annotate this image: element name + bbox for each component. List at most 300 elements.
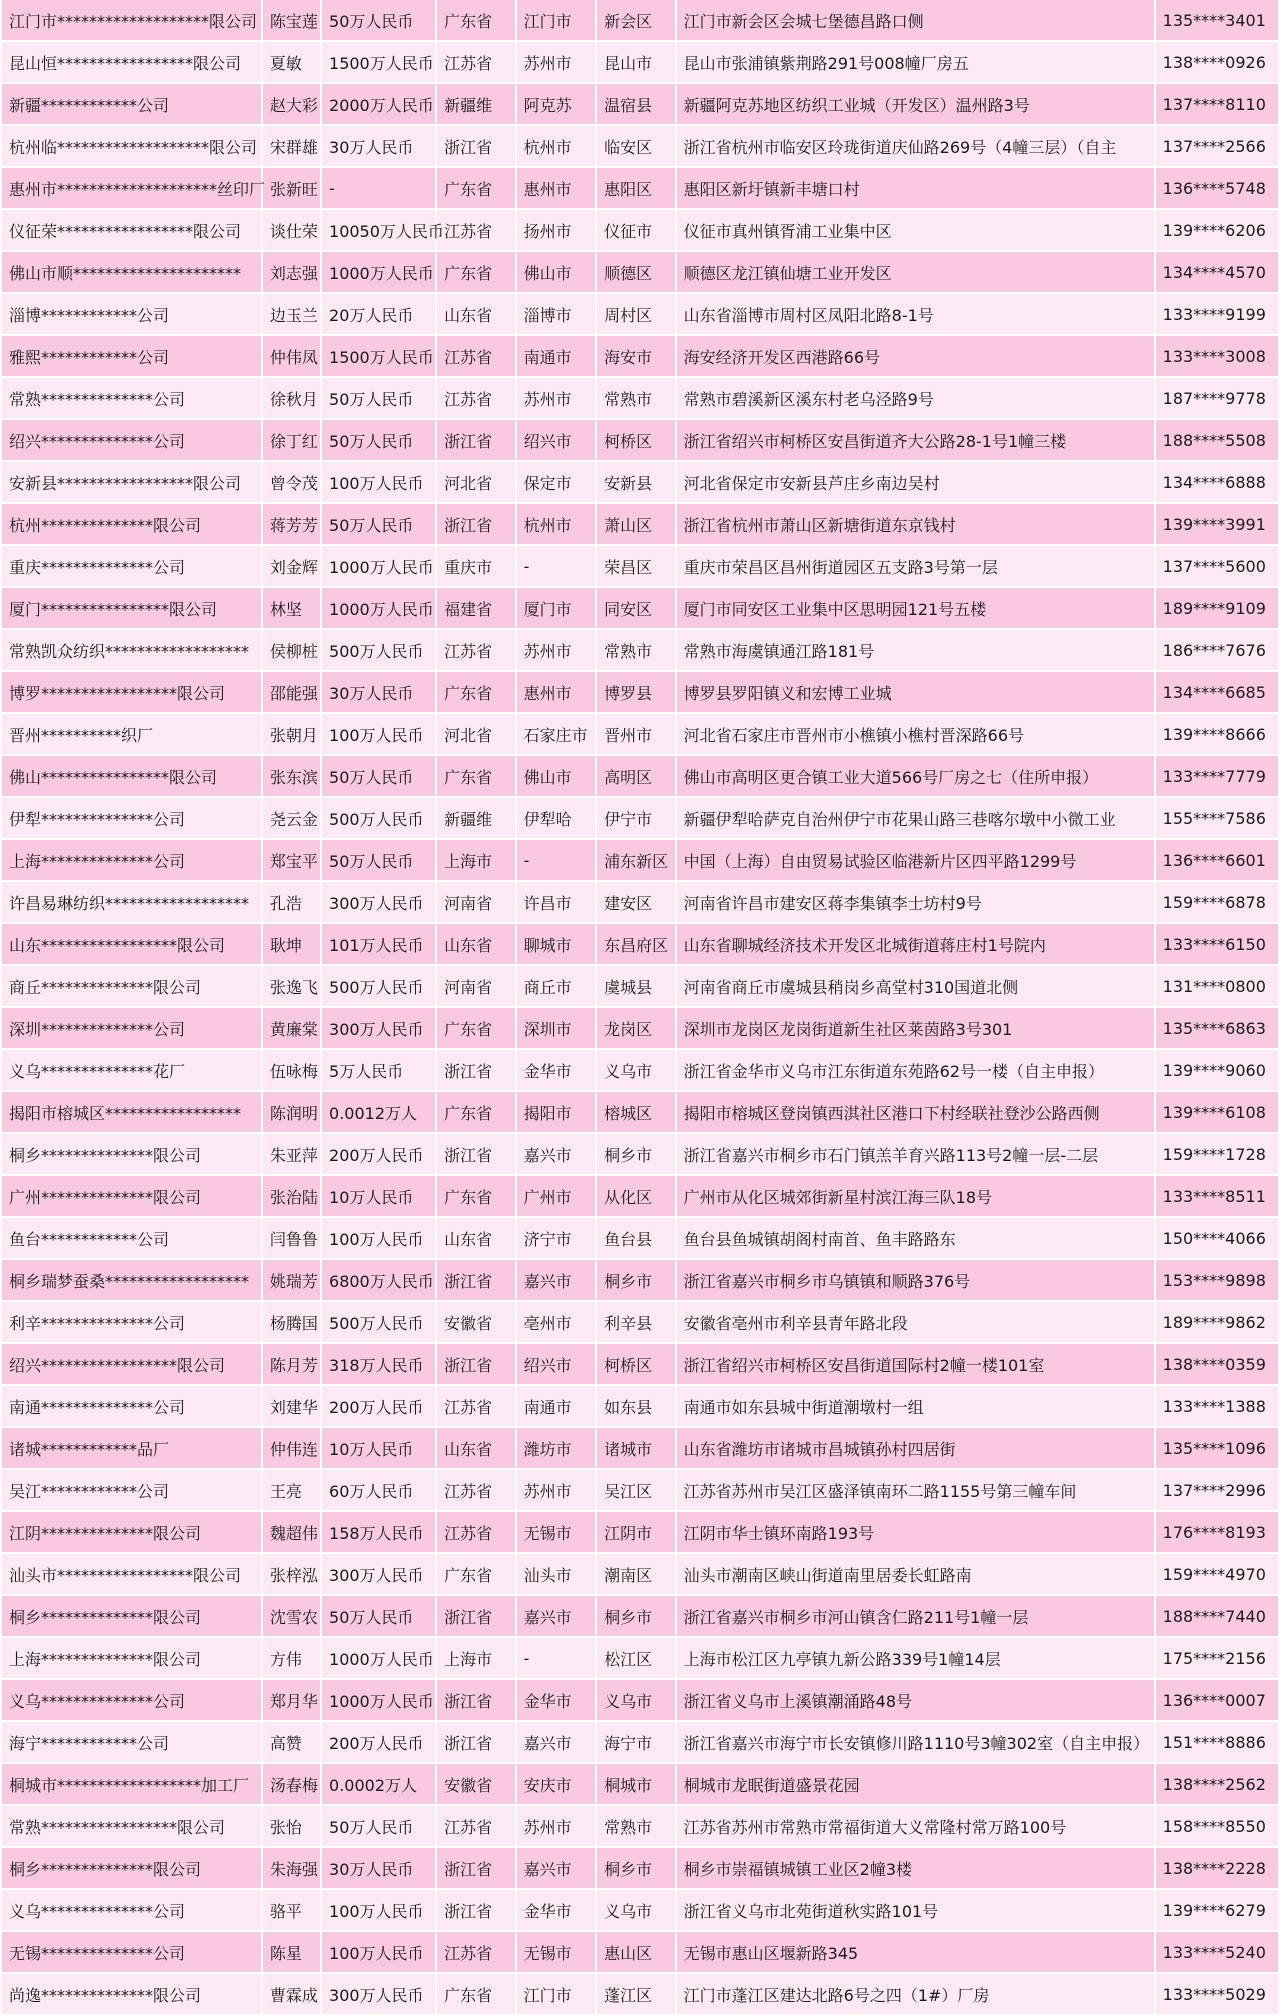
district-cell: 桐乡市 bbox=[597, 1848, 676, 1890]
city-cell: 苏州市 bbox=[517, 1470, 598, 1512]
table-row bbox=[2, 462, 1278, 504]
contact-name-cell: 仲伟连 bbox=[263, 1428, 322, 1470]
company-name-cell: 安新县*****************限公司 bbox=[2, 462, 263, 504]
company-name-cell: 义乌**************公司 bbox=[2, 1680, 263, 1722]
contact-name-cell: 边玉兰 bbox=[263, 294, 322, 336]
province-cell: 河北省 bbox=[437, 462, 516, 504]
company-name-cell: 海宁************公司 bbox=[2, 1722, 263, 1764]
province-cell: 重庆市 bbox=[437, 546, 516, 588]
address-cell: 浙江省金华市义乌市江东街道东苑路62号一楼（自主申报） bbox=[677, 1050, 1156, 1092]
registered-capital-cell: 500万人民币 bbox=[322, 630, 437, 672]
address-cell: 河北省保定市安新县芦庄乡南边吴村 bbox=[677, 462, 1156, 504]
contact-name-cell: 张逸飞 bbox=[263, 966, 322, 1008]
phone-cell: 176****8193 bbox=[1156, 1512, 1278, 1554]
city-cell: 伊犁哈 bbox=[517, 798, 598, 840]
registered-capital-cell: 60万人民币 bbox=[322, 1470, 437, 1512]
phone-cell: 136****5748 bbox=[1156, 168, 1278, 210]
district-cell: 荣昌区 bbox=[597, 546, 676, 588]
province-cell: 浙江省 bbox=[437, 1890, 516, 1932]
province-cell: 浙江省 bbox=[437, 1848, 516, 1890]
city-cell: 佛山市 bbox=[517, 252, 598, 294]
city-cell: 苏州市 bbox=[517, 378, 598, 420]
company-name-cell: 诸城************品厂 bbox=[2, 1428, 263, 1470]
contact-name-cell: 张怡 bbox=[263, 1806, 322, 1848]
phone-cell: 135****3401 bbox=[1156, 0, 1278, 42]
company-name-cell: 佛山市顺********************* bbox=[2, 252, 263, 294]
district-cell: 浦东新区 bbox=[597, 840, 676, 882]
city-cell: 聊城市 bbox=[517, 924, 598, 966]
address-cell: 浙江省杭州市萧山区新塘街道东京钱村 bbox=[677, 504, 1156, 546]
address-cell: 惠阳区新圩镇新丰塘口村 bbox=[677, 168, 1156, 210]
address-cell: 常熟市碧溪新区溪东村老乌泾路9号 bbox=[677, 378, 1156, 420]
company-name-cell: 上海**************公司 bbox=[2, 840, 263, 882]
city-cell: 苏州市 bbox=[517, 1806, 598, 1848]
district-cell: 常熟市 bbox=[597, 378, 676, 420]
province-cell: 广东省 bbox=[437, 1008, 516, 1050]
table-row bbox=[2, 210, 1278, 252]
contact-name-cell: 魏超伟 bbox=[263, 1512, 322, 1554]
registered-capital-cell: 50万人民币 bbox=[322, 0, 437, 42]
table-row bbox=[2, 1176, 1278, 1218]
province-cell: 安徽省 bbox=[437, 1302, 516, 1344]
contact-name-cell: 王亮 bbox=[263, 1470, 322, 1512]
province-cell: 广东省 bbox=[437, 1092, 516, 1134]
district-cell: 利辛县 bbox=[597, 1302, 676, 1344]
contact-name-cell: 郑月华 bbox=[263, 1680, 322, 1722]
province-cell: 江苏省 bbox=[437, 1512, 516, 1554]
company-name-cell: 惠州市********************丝印厂 bbox=[2, 168, 263, 210]
city-cell: 绍兴市 bbox=[517, 420, 598, 462]
phone-cell: 158****8550 bbox=[1156, 1806, 1278, 1848]
address-cell: 山东省聊城经济技术开发区北城街道蒋庄村1号院内 bbox=[677, 924, 1156, 966]
province-cell: 江苏省 bbox=[437, 42, 516, 84]
phone-cell: 139****9060 bbox=[1156, 1050, 1278, 1092]
table-row bbox=[2, 1764, 1278, 1806]
province-cell: 江苏省 bbox=[437, 378, 516, 420]
district-cell: 桐乡市 bbox=[597, 1260, 676, 1302]
address-cell: 厦门市同安区工业集中区思明园121号五楼 bbox=[677, 588, 1156, 630]
company-name-cell: 昆山恒*****************限公司 bbox=[2, 42, 263, 84]
registered-capital-cell: 300万人民币 bbox=[322, 1008, 437, 1050]
city-cell: 金华市 bbox=[517, 1680, 598, 1722]
city-cell: 江门市 bbox=[517, 0, 598, 42]
contact-name-cell: 曾令茂 bbox=[263, 462, 322, 504]
phone-cell: 188****5508 bbox=[1156, 420, 1278, 462]
province-cell: 江苏省 bbox=[437, 1386, 516, 1428]
contact-name-cell: 蒋芳芳 bbox=[263, 504, 322, 546]
city-cell: 嘉兴市 bbox=[517, 1596, 598, 1638]
district-cell: 博罗县 bbox=[597, 672, 676, 714]
table-row bbox=[2, 504, 1278, 546]
company-name-cell: 许昌易琳纺织****************** bbox=[2, 882, 263, 924]
address-cell: 常熟市海虞镇通江路181号 bbox=[677, 630, 1156, 672]
registered-capital-cell: 100万人民币 bbox=[322, 1218, 437, 1260]
province-cell: 广东省 bbox=[437, 168, 516, 210]
district-cell: 海宁市 bbox=[597, 1722, 676, 1764]
contact-name-cell: 方伟 bbox=[263, 1638, 322, 1680]
province-cell: 河南省 bbox=[437, 882, 516, 924]
province-cell: 浙江省 bbox=[437, 1680, 516, 1722]
phone-cell: 189****9109 bbox=[1156, 588, 1278, 630]
province-cell: 广东省 bbox=[437, 252, 516, 294]
registered-capital-cell: 100万人民币 bbox=[322, 462, 437, 504]
company-name-cell: 义乌**************公司 bbox=[2, 1890, 263, 1932]
address-cell: 河南省许昌市建安区蒋李集镇李士坊村9号 bbox=[677, 882, 1156, 924]
company-name-cell: 杭州**************限公司 bbox=[2, 504, 263, 546]
address-cell: 江门市蓬江区建达北路6号之四（1#）厂房 bbox=[677, 1974, 1156, 2016]
table-row bbox=[2, 84, 1278, 126]
city-cell: 厦门市 bbox=[517, 588, 598, 630]
table-row bbox=[2, 714, 1278, 756]
registered-capital-cell: 1000万人民币 bbox=[322, 546, 437, 588]
city-cell: 南通市 bbox=[517, 1386, 598, 1428]
company-name-cell: 厦门****************限公司 bbox=[2, 588, 263, 630]
phone-cell: 133****7779 bbox=[1156, 756, 1278, 798]
registered-capital-cell: 20万人民币 bbox=[322, 294, 437, 336]
phone-cell: 139****6279 bbox=[1156, 1890, 1278, 1932]
registered-capital-cell: 200万人民币 bbox=[322, 1722, 437, 1764]
table-row bbox=[2, 1386, 1278, 1428]
province-cell: 江苏省 bbox=[437, 336, 516, 378]
district-cell: 安新县 bbox=[597, 462, 676, 504]
phone-cell: 139****3991 bbox=[1156, 504, 1278, 546]
company-name-cell: 桐城市******************加工厂 bbox=[2, 1764, 263, 1806]
address-cell: 深圳市龙岗区龙岗街道新生社区莱茵路3号301 bbox=[677, 1008, 1156, 1050]
table-row bbox=[2, 966, 1278, 1008]
city-cell: 无锡市 bbox=[517, 1512, 598, 1554]
table-row bbox=[2, 1008, 1278, 1050]
city-cell: 石家庄市 bbox=[517, 714, 598, 756]
city-cell: 金华市 bbox=[517, 1890, 598, 1932]
address-cell: 江门市新会区会城七堡德昌路口侧 bbox=[677, 0, 1156, 42]
registered-capital-cell: 300万人民币 bbox=[322, 882, 437, 924]
address-cell: 鱼台县鱼城镇胡阁村南首、鱼丰路路东 bbox=[677, 1218, 1156, 1260]
company-name-cell: 商丘**************限公司 bbox=[2, 966, 263, 1008]
registered-capital-cell: 50万人民币 bbox=[322, 420, 437, 462]
province-cell: 浙江省 bbox=[437, 420, 516, 462]
company-name-cell: 杭州临*******************限公司 bbox=[2, 126, 263, 168]
registered-capital-cell: 30万人民币 bbox=[322, 126, 437, 168]
address-cell: 山东省淄博市周村区凤阳北路8-1号 bbox=[677, 294, 1156, 336]
district-cell: 东昌府区 bbox=[597, 924, 676, 966]
province-cell: 浙江省 bbox=[437, 1260, 516, 1302]
registered-capital-cell: 10050万人民币 bbox=[322, 210, 437, 252]
city-cell: 杭州市 bbox=[517, 504, 598, 546]
city-cell: - bbox=[517, 546, 598, 588]
city-cell: 金华市 bbox=[517, 1050, 598, 1092]
registered-capital-cell: 500万人民币 bbox=[322, 966, 437, 1008]
table-row bbox=[2, 588, 1278, 630]
address-cell: 博罗县罗阳镇义和宏博工业城 bbox=[677, 672, 1156, 714]
registered-capital-cell: 30万人民币 bbox=[322, 672, 437, 714]
registered-capital-cell: 500万人民币 bbox=[322, 798, 437, 840]
table-row bbox=[2, 1638, 1278, 1680]
company-name-cell: 上海**************限公司 bbox=[2, 1638, 263, 1680]
table-row bbox=[2, 1680, 1278, 1722]
city-cell: 亳州市 bbox=[517, 1302, 598, 1344]
table-row bbox=[2, 42, 1278, 84]
address-cell: 南通市如东县城中街道潮墩村一组 bbox=[677, 1386, 1156, 1428]
city-cell: 商丘市 bbox=[517, 966, 598, 1008]
company-name-cell: 重庆**************公司 bbox=[2, 546, 263, 588]
district-cell: 温宿县 bbox=[597, 84, 676, 126]
registered-capital-cell: 1000万人民币 bbox=[322, 588, 437, 630]
table-row bbox=[2, 126, 1278, 168]
company-name-cell: 淄博************公司 bbox=[2, 294, 263, 336]
table-body bbox=[2, 0, 1278, 2016]
contact-name-cell: 林坚 bbox=[263, 588, 322, 630]
contact-name-cell: 赵大彩 bbox=[263, 84, 322, 126]
table-row bbox=[2, 336, 1278, 378]
city-cell: 保定市 bbox=[517, 462, 598, 504]
table-row bbox=[2, 378, 1278, 420]
province-cell: 山东省 bbox=[437, 1218, 516, 1260]
table-row bbox=[2, 1218, 1278, 1260]
city-cell: 无锡市 bbox=[517, 1932, 598, 1974]
phone-cell: 139****6108 bbox=[1156, 1092, 1278, 1134]
district-cell: 龙岗区 bbox=[597, 1008, 676, 1050]
district-cell: 义乌市 bbox=[597, 1890, 676, 1932]
table-row bbox=[2, 756, 1278, 798]
district-cell: 常熟市 bbox=[597, 630, 676, 672]
phone-cell: 137****2566 bbox=[1156, 126, 1278, 168]
contact-name-cell: 谈仕荣 bbox=[263, 210, 322, 252]
city-cell: 佛山市 bbox=[517, 756, 598, 798]
address-cell: 浙江省义乌市上溪镇潮涌路48号 bbox=[677, 1680, 1156, 1722]
contact-name-cell: 郑宝平 bbox=[263, 840, 322, 882]
address-cell: 桐乡市崇福镇城镇工业区2幢3楼 bbox=[677, 1848, 1156, 1890]
address-cell: 广州市从化区城郊街新星村滨江海三队18号 bbox=[677, 1176, 1156, 1218]
registered-capital-cell: 1500万人民币 bbox=[322, 336, 437, 378]
registered-capital-cell: 50万人民币 bbox=[322, 504, 437, 546]
phone-cell: 153****9898 bbox=[1156, 1260, 1278, 1302]
table-row bbox=[2, 1890, 1278, 1932]
phone-cell: 138****2228 bbox=[1156, 1848, 1278, 1890]
province-cell: 江苏省 bbox=[437, 630, 516, 672]
company-name-cell: 义乌**************花厂 bbox=[2, 1050, 263, 1092]
district-cell: 义乌市 bbox=[597, 1050, 676, 1092]
province-cell: 广东省 bbox=[437, 0, 516, 42]
province-cell: 浙江省 bbox=[437, 1050, 516, 1092]
company-name-cell: 南通**************公司 bbox=[2, 1386, 263, 1428]
registered-capital-cell: 101万人民币 bbox=[322, 924, 437, 966]
registered-capital-cell: 50万人民币 bbox=[322, 1806, 437, 1848]
phone-cell: 135****1096 bbox=[1156, 1428, 1278, 1470]
city-cell: 惠州市 bbox=[517, 672, 598, 714]
registered-capital-cell: 1000万人民币 bbox=[322, 252, 437, 294]
table-row bbox=[2, 882, 1278, 924]
contact-name-cell: 张治陆 bbox=[263, 1176, 322, 1218]
contact-name-cell: 曹霖成 bbox=[263, 1974, 322, 2016]
district-cell: 柯桥区 bbox=[597, 1344, 676, 1386]
company-name-cell: 尚逸**************限公司 bbox=[2, 1974, 263, 2016]
address-cell: 海安经济开发区西港路66号 bbox=[677, 336, 1156, 378]
phone-cell: 133****6150 bbox=[1156, 924, 1278, 966]
city-cell: 苏州市 bbox=[517, 42, 598, 84]
district-cell: 昆山市 bbox=[597, 42, 676, 84]
province-cell: 上海市 bbox=[437, 1638, 516, 1680]
district-cell: 萧山区 bbox=[597, 504, 676, 546]
city-cell: 惠州市 bbox=[517, 168, 598, 210]
address-cell: 浙江省绍兴市柯桥区安昌街道国际村2幢一楼101室 bbox=[677, 1344, 1156, 1386]
contact-name-cell: 朱亚萍 bbox=[263, 1134, 322, 1176]
province-cell: 浙江省 bbox=[437, 126, 516, 168]
contact-name-cell: 陈润明 bbox=[263, 1092, 322, 1134]
phone-cell: 159****4970 bbox=[1156, 1554, 1278, 1596]
address-cell: 江苏省苏州市常熟市常福街道大义常隆村常万路100号 bbox=[677, 1806, 1156, 1848]
contact-name-cell: 陈月芳 bbox=[263, 1344, 322, 1386]
province-cell: 山东省 bbox=[437, 924, 516, 966]
district-cell: 顺德区 bbox=[597, 252, 676, 294]
company-name-cell: 绍兴*****************限公司 bbox=[2, 1344, 263, 1386]
address-cell: 桐城市龙眠街道盛景花园 bbox=[677, 1764, 1156, 1806]
phone-cell: 133****8511 bbox=[1156, 1176, 1278, 1218]
contact-name-cell: 刘金辉 bbox=[263, 546, 322, 588]
table-row bbox=[2, 924, 1278, 966]
city-cell: 嘉兴市 bbox=[517, 1722, 598, 1764]
phone-cell: 137****5600 bbox=[1156, 546, 1278, 588]
district-cell: 从化区 bbox=[597, 1176, 676, 1218]
company-name-cell: 桐乡**************限公司 bbox=[2, 1848, 263, 1890]
address-cell: 浙江省杭州市临安区玲珑街道庆仙路269号（4幢三层）（自主 bbox=[677, 126, 1156, 168]
table-row bbox=[2, 1134, 1278, 1176]
city-cell: 嘉兴市 bbox=[517, 1134, 598, 1176]
district-cell: 仪征市 bbox=[597, 210, 676, 252]
province-cell: 江苏省 bbox=[437, 1932, 516, 1974]
contact-name-cell: 张梓泓 bbox=[263, 1554, 322, 1596]
address-cell: 重庆市荣昌区昌州街道园区五支路3号第一层 bbox=[677, 546, 1156, 588]
company-name-cell: 桐乡**************限公司 bbox=[2, 1134, 263, 1176]
contact-name-cell: 耿坤 bbox=[263, 924, 322, 966]
phone-cell: 138****2562 bbox=[1156, 1764, 1278, 1806]
address-cell: 河北省石家庄市晋州市小樵镇小樵村晋深路66号 bbox=[677, 714, 1156, 756]
province-cell: 浙江省 bbox=[437, 1722, 516, 1764]
company-name-cell: 佛山****************限公司 bbox=[2, 756, 263, 798]
address-cell: 无锡市惠山区堰新路345 bbox=[677, 1932, 1156, 1974]
contact-name-cell: 姚瑞芳 bbox=[263, 1260, 322, 1302]
address-cell: 浙江省嘉兴市桐乡市河山镇含仁路211号1幢一层 bbox=[677, 1596, 1156, 1638]
company-name-cell: 桐乡瑞梦蚕桑****************** bbox=[2, 1260, 263, 1302]
province-cell: 广东省 bbox=[437, 1554, 516, 1596]
registered-capital-cell: 0.0012万人 bbox=[322, 1092, 437, 1134]
city-cell: - bbox=[517, 1638, 598, 1680]
phone-cell: 187****9778 bbox=[1156, 378, 1278, 420]
district-cell: 伊宁市 bbox=[597, 798, 676, 840]
registered-capital-cell: 5万人民币 bbox=[322, 1050, 437, 1092]
address-cell: 江阴市华士镇环南路193号 bbox=[677, 1512, 1156, 1554]
contact-name-cell: 沈雪农 bbox=[263, 1596, 322, 1638]
address-cell: 江苏省苏州市吴江区盛泽镇南环二路1155号第三幢车间 bbox=[677, 1470, 1156, 1512]
district-cell: 新会区 bbox=[597, 0, 676, 42]
company-name-cell: 广州**************限公司 bbox=[2, 1176, 263, 1218]
company-name-cell: 雅熙************公司 bbox=[2, 336, 263, 378]
province-cell: 广东省 bbox=[437, 1176, 516, 1218]
registered-capital-cell: 6800万人民币 bbox=[322, 1260, 437, 1302]
registered-capital-cell: 50万人民币 bbox=[322, 840, 437, 882]
district-cell: 吴江区 bbox=[597, 1470, 676, 1512]
phone-cell: 133****5029 bbox=[1156, 1974, 1278, 2016]
registered-capital-cell: 1500万人民币 bbox=[322, 42, 437, 84]
registered-capital-cell: 2000万人民币 bbox=[322, 84, 437, 126]
company-name-cell: 伊犁**************公司 bbox=[2, 798, 263, 840]
registered-capital-cell: 100万人民币 bbox=[322, 1890, 437, 1932]
table-row bbox=[2, 1260, 1278, 1302]
city-cell: 绍兴市 bbox=[517, 1344, 598, 1386]
address-cell: 新疆阿克苏地区纺织工业城（开发区）温州路3号 bbox=[677, 84, 1156, 126]
district-cell: 桐乡市 bbox=[597, 1134, 676, 1176]
company-name-cell: 揭阳市榕城区***************** bbox=[2, 1092, 263, 1134]
province-cell: 山东省 bbox=[437, 1428, 516, 1470]
contact-name-cell: 陈星 bbox=[263, 1932, 322, 1974]
phone-cell: 151****8886 bbox=[1156, 1722, 1278, 1764]
address-cell: 中国（上海）自由贸易试验区临港新片区四平路1299号 bbox=[677, 840, 1156, 882]
contact-name-cell: 杨腾国 bbox=[263, 1302, 322, 1344]
company-name-cell: 博罗*****************限公司 bbox=[2, 672, 263, 714]
address-cell: 顺德区龙江镇仙塘工业开发区 bbox=[677, 252, 1156, 294]
city-cell: 扬州市 bbox=[517, 210, 598, 252]
city-cell: - bbox=[517, 840, 598, 882]
company-name-cell: 无锡**************公司 bbox=[2, 1932, 263, 1974]
province-cell: 广东省 bbox=[437, 1974, 516, 2016]
table-row bbox=[2, 168, 1278, 210]
district-cell: 榕城区 bbox=[597, 1092, 676, 1134]
registered-capital-cell: 158万人民币 bbox=[322, 1512, 437, 1554]
table-row bbox=[2, 420, 1278, 462]
province-cell: 福建省 bbox=[437, 588, 516, 630]
company-name-cell: 仪征荣*****************限公司 bbox=[2, 210, 263, 252]
table-row bbox=[2, 672, 1278, 714]
contact-name-cell: 宋群雄 bbox=[263, 126, 322, 168]
table-row bbox=[2, 1428, 1278, 1470]
district-cell: 桐乡市 bbox=[597, 1596, 676, 1638]
city-cell: 江门市 bbox=[517, 1974, 598, 2016]
registered-capital-cell: 0.0002万人 bbox=[322, 1764, 437, 1806]
district-cell: 惠阳区 bbox=[597, 168, 676, 210]
district-cell: 晋州市 bbox=[597, 714, 676, 756]
table-row bbox=[2, 294, 1278, 336]
province-cell: 浙江省 bbox=[437, 1134, 516, 1176]
table-row bbox=[2, 1050, 1278, 1092]
city-cell: 阿克苏 bbox=[517, 84, 598, 126]
phone-cell: 136****0007 bbox=[1156, 1680, 1278, 1722]
contact-name-cell: 徐丁红 bbox=[263, 420, 322, 462]
registered-capital-cell: 1000万人民币 bbox=[322, 1638, 437, 1680]
province-cell: 广东省 bbox=[437, 756, 516, 798]
contact-name-cell: 邵能强 bbox=[263, 672, 322, 714]
address-cell: 昆山市张浦镇紫荆路291号008幢厂房五 bbox=[677, 42, 1156, 84]
table-row bbox=[2, 1596, 1278, 1638]
phone-cell: 155****7586 bbox=[1156, 798, 1278, 840]
company-name-cell: 利辛**************公司 bbox=[2, 1302, 263, 1344]
table-row bbox=[2, 252, 1278, 294]
district-cell: 柯桥区 bbox=[597, 420, 676, 462]
company-table bbox=[2, 0, 1278, 2016]
contact-name-cell: 朱海强 bbox=[263, 1848, 322, 1890]
registered-capital-cell: 50万人民币 bbox=[322, 378, 437, 420]
table-row bbox=[2, 546, 1278, 588]
province-cell: 新疆维 bbox=[437, 798, 516, 840]
city-cell: 济宁市 bbox=[517, 1218, 598, 1260]
city-cell: 安庆市 bbox=[517, 1764, 598, 1806]
phone-cell: 137****2996 bbox=[1156, 1470, 1278, 1512]
city-cell: 嘉兴市 bbox=[517, 1260, 598, 1302]
table-row bbox=[2, 1302, 1278, 1344]
table-row bbox=[2, 1722, 1278, 1764]
company-name-cell: 新疆************公司 bbox=[2, 84, 263, 126]
contact-name-cell: 伍咏梅 bbox=[263, 1050, 322, 1092]
address-cell: 浙江省嘉兴市桐乡市乌镇镇和顺路376号 bbox=[677, 1260, 1156, 1302]
contact-name-cell: 高赞 bbox=[263, 1722, 322, 1764]
